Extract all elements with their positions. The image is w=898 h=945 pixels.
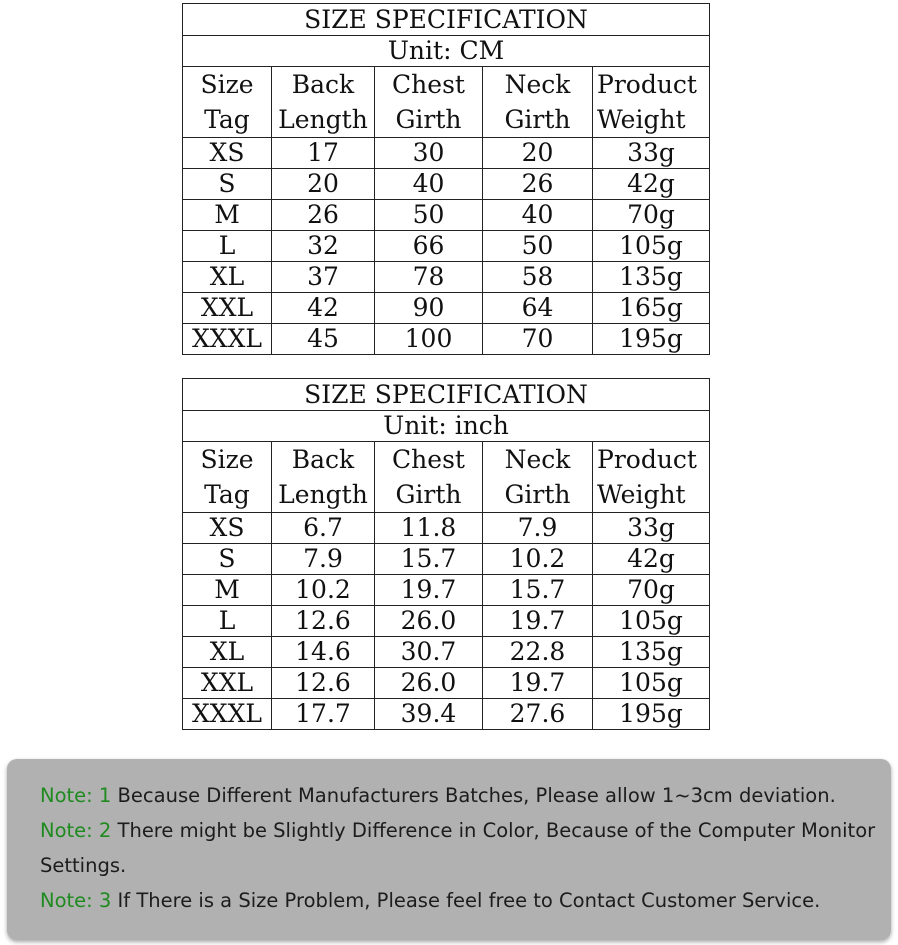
cell-size-tag: XXXL <box>183 699 272 730</box>
cell-back-length: 20 <box>272 169 375 200</box>
cell-chest-girth: 90 <box>375 293 483 324</box>
cell-product-weight: 135g <box>593 262 710 293</box>
cell-neck-girth: 27.6 <box>483 699 593 730</box>
cell-back-length: 45 <box>272 324 375 355</box>
note-text: Because Different Manufacturers Batches, Please allow 1~3cm deviation. <box>111 784 836 807</box>
header-chest-girth: Chest Girth <box>375 442 483 513</box>
cell-back-length: 32 <box>272 231 375 262</box>
cell-back-length: 17 <box>272 138 375 169</box>
table-row <box>183 200 710 231</box>
cell-product-weight: 33g <box>593 513 710 544</box>
table-row <box>183 637 710 668</box>
table-row <box>183 699 710 730</box>
cell-neck-girth: 20 <box>483 138 593 169</box>
cell-back-length: 10.2 <box>272 575 375 606</box>
table-title: SIZE SPECIFICATION <box>183 379 710 411</box>
cell-chest-girth: 30 <box>375 138 483 169</box>
cell-product-weight: 195g <box>593 324 710 355</box>
cell-neck-girth: 19.7 <box>483 606 593 637</box>
cell-size-tag: XXXL <box>183 324 272 355</box>
size-table-inch <box>182 378 710 730</box>
note-label: Note: 2 <box>40 819 112 842</box>
cell-neck-girth: 50 <box>483 231 593 262</box>
table-row <box>183 324 710 355</box>
table-row <box>183 138 710 169</box>
note-text: If There is a Size Problem, Please feel free to Contact Customer Service. <box>111 889 821 912</box>
header-size-tag: Size Tag <box>183 442 272 513</box>
cell-product-weight: 105g <box>593 231 710 262</box>
cell-product-weight: 70g <box>593 200 710 231</box>
cell-chest-girth: 15.7 <box>375 544 483 575</box>
cell-chest-girth: 39.4 <box>375 699 483 730</box>
table-row <box>183 606 710 637</box>
table-row <box>183 262 710 293</box>
cell-neck-girth: 70 <box>483 324 593 355</box>
cell-chest-girth: 40 <box>375 169 483 200</box>
header-back-length: Back Length <box>272 67 375 138</box>
cell-neck-girth: 19.7 <box>483 668 593 699</box>
table-title: SIZE SPECIFICATION <box>183 4 710 36</box>
cell-back-length: 7.9 <box>272 544 375 575</box>
cell-product-weight: 165g <box>593 293 710 324</box>
table-row <box>183 293 710 324</box>
note-label: Note: 3 <box>40 889 112 912</box>
cell-size-tag: XS <box>183 513 272 544</box>
cell-chest-girth: 78 <box>375 262 483 293</box>
cell-neck-girth: 15.7 <box>483 575 593 606</box>
note-2 <box>40 813 891 848</box>
table-row <box>183 231 710 262</box>
table-row <box>183 169 710 200</box>
header-back-length: Back Length <box>272 442 375 513</box>
cell-size-tag: XXL <box>183 668 272 699</box>
cell-back-length: 26 <box>272 200 375 231</box>
table-row <box>183 513 710 544</box>
header-product-weight: Product Weight <box>593 442 710 513</box>
cell-product-weight: 42g <box>593 169 710 200</box>
cell-chest-girth: 100 <box>375 324 483 355</box>
cell-size-tag: L <box>183 606 272 637</box>
cell-size-tag: XL <box>183 637 272 668</box>
header-size-tag: Size Tag <box>183 67 272 138</box>
cell-chest-girth: 66 <box>375 231 483 262</box>
size-table-cm <box>182 3 710 355</box>
note-2-continued <box>40 848 891 883</box>
table-header-row <box>183 67 710 138</box>
note-text: Settings. <box>40 854 127 877</box>
cell-back-length: 6.7 <box>272 513 375 544</box>
cell-product-weight: 105g <box>593 668 710 699</box>
cell-neck-girth: 22.8 <box>483 637 593 668</box>
cell-back-length: 12.6 <box>272 668 375 699</box>
cell-neck-girth: 40 <box>483 200 593 231</box>
note-label: Note: 1 <box>40 784 112 807</box>
cell-size-tag: L <box>183 231 272 262</box>
header-chest-girth: Chest Girth <box>375 67 483 138</box>
cell-neck-girth: 7.9 <box>483 513 593 544</box>
cell-size-tag: M <box>183 200 272 231</box>
cell-product-weight: 135g <box>593 637 710 668</box>
cell-neck-girth: 58 <box>483 262 593 293</box>
cell-product-weight: 42g <box>593 544 710 575</box>
cell-chest-girth: 26.0 <box>375 606 483 637</box>
cell-product-weight: 33g <box>593 138 710 169</box>
header-neck-girth: Neck Girth <box>483 442 593 513</box>
cell-size-tag: S <box>183 169 272 200</box>
cell-chest-girth: 50 <box>375 200 483 231</box>
cell-back-length: 42 <box>272 293 375 324</box>
cell-size-tag: XL <box>183 262 272 293</box>
table-unit: Unit: inch <box>183 411 710 442</box>
cell-size-tag: XS <box>183 138 272 169</box>
cell-back-length: 12.6 <box>272 606 375 637</box>
cell-size-tag: M <box>183 575 272 606</box>
header-product-weight: Product Weight <box>593 67 710 138</box>
table-unit: Unit: CM <box>183 36 710 67</box>
cell-neck-girth: 64 <box>483 293 593 324</box>
cell-product-weight: 70g <box>593 575 710 606</box>
cell-chest-girth: 30.7 <box>375 637 483 668</box>
cell-back-length: 17.7 <box>272 699 375 730</box>
header-neck-girth: Neck Girth <box>483 67 593 138</box>
cell-product-weight: 105g <box>593 606 710 637</box>
note-1 <box>40 778 891 813</box>
cell-product-weight: 195g <box>593 699 710 730</box>
cell-neck-girth: 10.2 <box>483 544 593 575</box>
cell-size-tag: S <box>183 544 272 575</box>
cell-back-length: 37 <box>272 262 375 293</box>
cell-size-tag: XXL <box>183 293 272 324</box>
cell-neck-girth: 26 <box>483 169 593 200</box>
cell-chest-girth: 19.7 <box>375 575 483 606</box>
cell-back-length: 14.6 <box>272 637 375 668</box>
table-header-row <box>183 442 710 513</box>
cell-chest-girth: 26.0 <box>375 668 483 699</box>
table-row <box>183 575 710 606</box>
table-row <box>183 668 710 699</box>
note-3 <box>40 883 891 918</box>
notes-panel <box>7 759 891 940</box>
table-row <box>183 544 710 575</box>
note-text: There might be Slightly Difference in Color, Because of the Computer Monitor <box>111 819 876 842</box>
cell-chest-girth: 11.8 <box>375 513 483 544</box>
